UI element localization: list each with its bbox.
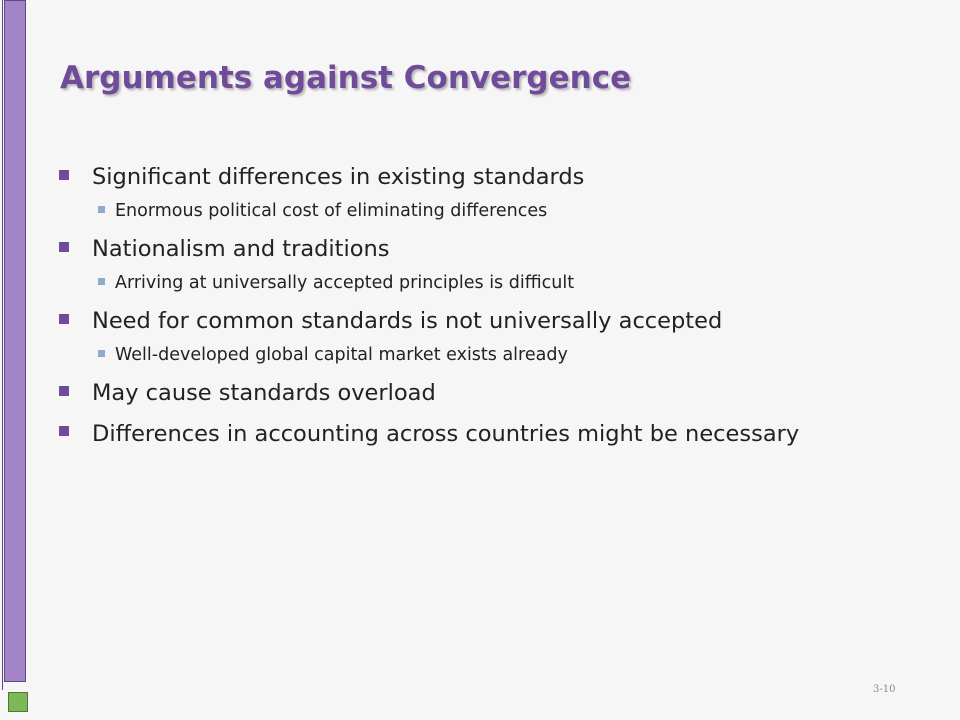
- bullet-text: Nationalism and traditions: [92, 236, 390, 262]
- sub-bullet-item: [56, 337, 916, 373]
- sub-bullet-item: [56, 193, 916, 229]
- bullet-square-icon: [59, 170, 69, 180]
- left-bar-line: [2, 0, 3, 690]
- bullet-item: [56, 229, 916, 269]
- bullet-text: May cause standards overload: [92, 380, 436, 406]
- sub-bullet-text: Enormous political cost of eliminating differences: [115, 201, 548, 221]
- bullet-text: Need for common standards is not universally accepted: [92, 308, 723, 334]
- sub-bullet-square-icon: [98, 206, 105, 213]
- sub-bullet-text: Well-developed global capital market exists already: [115, 345, 568, 365]
- slide-number: 3-10: [873, 684, 896, 695]
- bullet-list: [56, 157, 916, 455]
- bullet-square-icon: [59, 426, 69, 436]
- left-accent-bar: [4, 0, 26, 682]
- slide-title: Arguments against Convergence: [60, 60, 632, 96]
- bullet-item: [56, 373, 916, 413]
- sub-bullet-item: [56, 265, 916, 301]
- sub-bullet-square-icon: [98, 350, 105, 357]
- sub-bullet-text: Arriving at universally accepted principles is difficult: [115, 273, 575, 293]
- bullet-square-icon: [59, 386, 69, 396]
- bullet-square-icon: [59, 314, 69, 324]
- bullet-item: [56, 301, 916, 341]
- bullet-text: Differences in accounting across countries might be necessary: [92, 421, 800, 447]
- corner-square: [8, 692, 28, 712]
- bullet-text: Significant differences in existing standards: [92, 164, 585, 190]
- sub-bullet-square-icon: [98, 278, 105, 285]
- bullet-item: [56, 157, 916, 197]
- bullet-item: [56, 413, 812, 455]
- bullet-square-icon: [59, 242, 69, 252]
